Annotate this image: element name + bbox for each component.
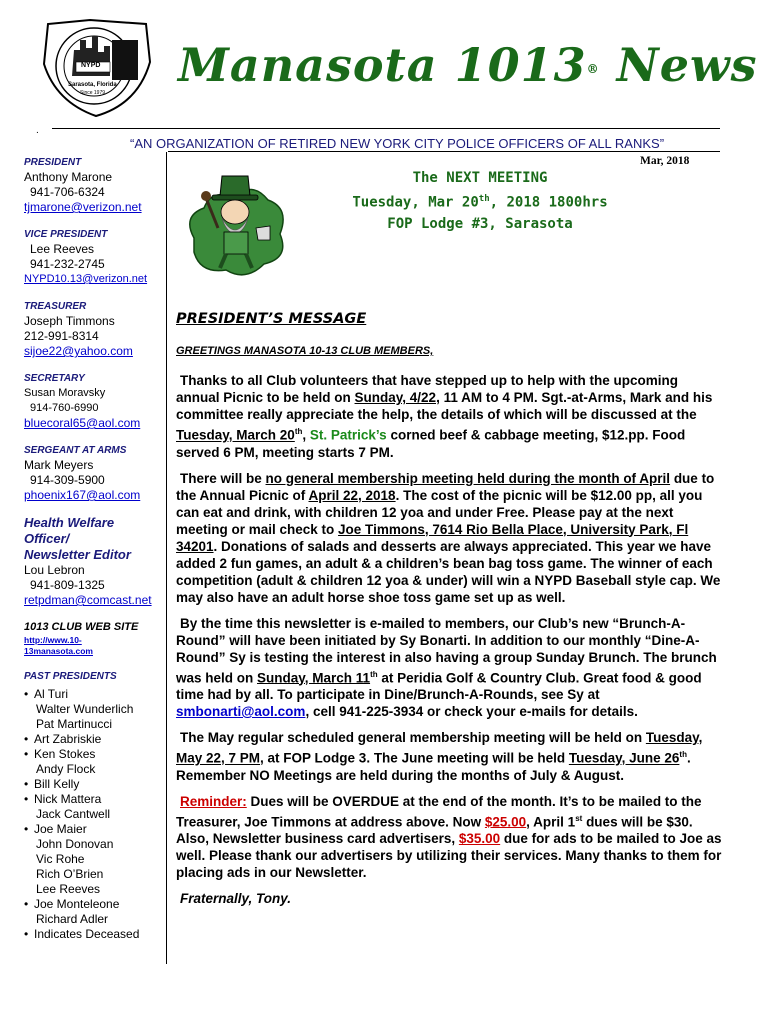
p3-brunch-suffix: th [370,669,378,679]
p5-ad-amount: $35.00 [458,831,501,846]
next-meeting-announcement [330,168,630,235]
vice-president-phone: 941-232-2745 [30,257,105,271]
president-block [24,155,166,215]
role-newsletter-editor: Newsletter Editor [24,547,131,562]
p4-may-date: Tuesday, May 22, 7 PM [176,730,703,766]
registered-mark: ® [586,62,600,76]
p2-text-b: due to the Annual Picnic of [176,470,715,503]
past-president-item: Walter Wunderlich [36,702,134,716]
past-president-item: • Bill Kelly [24,777,166,792]
sergeant-block [24,443,166,503]
sidebar-divider [166,152,167,964]
p1-picnic-date: Sunday, 4/22, [354,390,440,405]
p5-dues-amount: $25.00 [484,814,527,829]
sergeant-email-link[interactable]: phoenix167@aol.com [24,488,141,502]
p3-email-link[interactable]: smbonarti@aol.com [176,704,306,719]
welfare-block [24,515,166,608]
past-presidents-block [24,669,166,942]
welfare-name: Lou Lebron [24,563,85,577]
website-block [24,620,166,657]
treasurer-name: Joseph Timmons [24,314,115,328]
meeting-date-suffix: th [478,194,490,204]
past-president-item: Lee Reeves [36,882,101,896]
p1-text-c: , [302,427,310,443]
p1-meeting-date: Tuesday, March 20 [176,427,295,443]
p4-june-date: Tuesday, June 26 [568,750,680,766]
message-body [176,372,724,916]
p1-st-patricks: St. Patrick’s [309,427,387,443]
p5-date-suffix: st [575,813,583,823]
p5-text-d: due for ads to be mailed to Joe as well. Please thank our advertisers by utilizing their services. Many thanks to them for placing ads in our Newsletter. [176,831,722,880]
p2-no-meeting: no general membership meeting held during the month of April [265,470,671,486]
paragraph-annual-picnic [176,470,724,606]
past-president-item: Rich O’Brien [36,867,104,881]
past-president-item: • Indicates Deceased [24,927,166,942]
meeting-date: Tuesday, Mar 20 [352,194,479,211]
president-phone: 941-706-6324 [30,185,105,199]
role-officer: Officer/ [24,531,70,546]
secretary-phone: 914-760-6990 [30,402,99,414]
past-president-item: Richard Adler [36,912,109,926]
p5-text-a: Dues will be OVERDUE at the end of the month. It’s to be mailed to the Treasurer, Joe Timmons at address above. Now [176,793,702,829]
p2-mailing-address: Joe Timmons, 7614 Rio Bella Place, University Park, Fl 34201 [176,521,689,554]
sergeant-phone: 914-309-5900 [30,473,105,487]
president-name: Anthony Marone [24,170,113,184]
website-link-line1[interactable]: http://www.10- [24,635,82,645]
past-presidents-label: PAST PRESIDENTS [24,671,117,682]
president-email-link[interactable]: tjmarone@verizon.net [24,200,142,214]
role-health-welfare: Health Welfare [24,515,115,530]
p3-text-c: , cell 941-225-3934 or check your e-mails for details. [305,704,638,719]
p3-brunch-date: Sunday, March 11 [257,670,371,685]
presidents-message-title: PRESIDENT’S MESSAGE [176,311,367,327]
header-rule-top [52,128,720,129]
welfare-phone: 941-809-1325 [30,578,105,592]
p1-text-a: Thanks to all Club volunteers that have stepped up to help with the upcoming annual Picnic to be held on [176,373,679,405]
masthead-title-end: News [616,38,758,92]
past-presidents-list [24,687,166,942]
meeting-year-time: , 2018 1800hrs [489,194,608,211]
role-sergeant-at-arms: SERGEANT AT ARMS [24,445,127,456]
past-president-item: Andy Flock [36,762,96,776]
header-rule-bottom [168,151,720,152]
paragraph-dues-reminder [176,793,724,882]
paragraph-brunch-a-round [176,615,724,721]
p1-meeting-suffix: th [294,427,303,436]
p4-text-c: . Remember NO Meetings are held during the months of July & August. [176,750,691,783]
paragraph-upcoming-meetings [176,729,724,784]
club-seal-logo [38,18,156,118]
website-link-line2[interactable]: 13manasota.com [24,646,93,656]
past-president-item: John Donovan [36,837,114,851]
past-president-item: Jack Cantwell [36,807,111,821]
seal-location: Sarasota, Florida [68,82,117,88]
past-president-item: • Art Zabriskie [24,732,166,747]
treasurer-block [24,299,166,359]
treasurer-email-link[interactable]: sijoe22@yahoo.com [24,344,133,358]
p2-text-a: There will be [180,470,266,486]
seal-center-text: NYPD [81,62,101,69]
tagline: “AN ORGANIZATION OF RETIRED NEW YORK CITY POLICE OFFICERS OF ALL RANKS” [130,136,665,151]
past-president-item: Vic Rohe [36,852,85,866]
p5-text-c: dues will be $30. Also, Newsletter business card advertisers, [176,814,693,846]
seal-since: Since 1979 [80,90,106,96]
secretary-email-link[interactable]: bluecoral65@aol.com [24,416,141,430]
past-president-item: • Al Turi [24,687,166,702]
signoff: Fraternally, Tony. [180,891,292,906]
p2-text-c: . The cost of the picnic will be $12.00 pp, all you can eat and drink, with children 12 yoa and under Free. Please pay at the next meeting or mail check to [176,487,703,537]
website-label: 1013 CLUB WEB SITE [24,621,139,633]
p1-text-b: 11 AM to 4 PM. Sgt.-at-Arms, Mark and his committee really appreciate the help, the details of which will be discussed at the [176,390,713,422]
newsletter-masthead [178,38,758,92]
role-president: PRESIDENT [24,157,82,168]
p3-text-b: at Peridia Golf & Country Club. Great food & good time had by all. To participate in Dine/Brunch-A-Rounds, see Sy at [176,670,702,702]
issue-date: Mar, 2018 [640,155,690,167]
role-secretary: SECRETARY [24,373,85,384]
vice-president-email-link[interactable]: NYPD10.13@verizon.net [24,273,148,285]
p4-text-b: , at FOP Lodge 3. The June meeting will be held [260,750,569,766]
secretary-name: Susan Moravsky [24,387,106,399]
meeting-heading: The NEXT MEETING [412,170,548,186]
past-president-item: • Ken Stokes [24,747,166,762]
p3-text-a: By the time this newsletter is e-mailed to members, our Club’s new “Brunch-A-Round” will have been initiated by Sy Bonarti. In addition to our monthly “Dine-A-Round” Sy is testing the interest in also having a group Sunday Brunch. The brunch was held on [176,615,717,685]
role-vice-president: VICE PRESIDENT [24,229,108,240]
past-president-item: Pat Martinucci [36,717,113,731]
decorative-dot: . [36,125,39,136]
past-president-item: • Joe Maier [24,822,166,837]
meeting-location: FOP Lodge #3, Sarasota [387,215,573,232]
past-president-item: • Joe Monteleone [24,897,166,912]
p5-reminder-label: Reminder: [180,793,247,809]
p1-text-d: corned beef & cabbage meeting, $12.pp. Food served 6 PM, meeting starts 7 PM. [176,427,686,460]
p4-june-suffix: th [679,750,687,759]
p2-text-d: . Donations of salads and desserts are always appreciated. This year we have added 2 fun games, an adult & a children’s bean bag toss game. The winner of each competition (adult & children 12 yoa & under) will win a NYPD Baseball style cap. We may also have an adult horse shoe toss game set up as well. [176,538,721,605]
masthead-title: Manasota 1013 [178,38,587,92]
treasurer-phone: 212-991-8314 [24,329,99,343]
leprechaun-clipart [186,168,290,282]
p2-picnic-date: April 22, 2018 [308,487,396,503]
past-president-item: • Nick Mattera [24,792,166,807]
vice-president-name: Lee Reeves [30,242,95,256]
paragraph-picnic-volunteers [176,372,724,461]
officers-sidebar [24,155,166,942]
sergeant-name: Mark Meyers [24,458,94,472]
greeting-line: GREETINGS MANASOTA 10-13 CLUB MEMBERS, [176,345,434,357]
p4-text-a: The May regular scheduled general membership meeting will be held on [180,730,646,745]
welfare-email-link[interactable]: retpdman@comcast.net [24,593,152,607]
vice-president-block [24,227,166,287]
p5-text-b: , April 1 [526,814,576,829]
role-treasurer: TREASURER [24,301,87,312]
secretary-block [24,371,166,431]
meeting-date-time [330,189,630,214]
